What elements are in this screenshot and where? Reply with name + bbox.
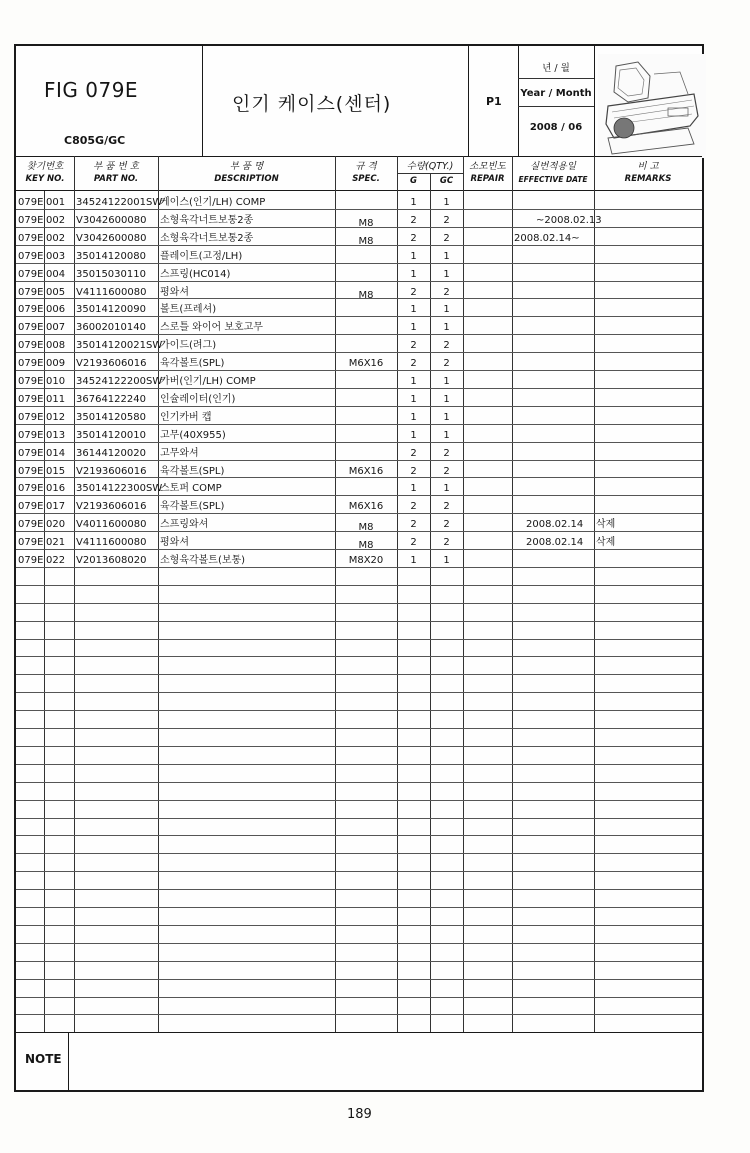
cell-fig: 079E (18, 501, 44, 513)
cell-description: 스토퍼 COMP (160, 483, 222, 495)
cell-key-no: 002 (46, 232, 66, 244)
col-header-repair-en: REPAIR (470, 174, 505, 184)
cell-part-no: 35014120580 (76, 411, 146, 423)
cell-key-no: 006 (46, 304, 66, 316)
cell-description: 스로틀 와이어 보호고무 (160, 322, 263, 334)
row-divider (16, 853, 702, 854)
cell-fig: 079E (18, 322, 44, 334)
row-divider (16, 961, 702, 962)
cell-description: 육각볼트(SPL) (160, 501, 225, 513)
cell-qty-g: 1 (410, 322, 417, 334)
cell-description: 가이드(려그) (160, 340, 217, 352)
row-divider (16, 621, 702, 622)
cell-fig: 079E (18, 465, 44, 477)
cell-qty-g: 1 (410, 393, 417, 405)
row-divider (16, 746, 702, 747)
cell-qty-gc: 1 (443, 411, 450, 423)
cell-spec: M8 (358, 289, 374, 301)
row-divider (16, 692, 702, 693)
cell-qty-gc: 1 (443, 322, 450, 334)
row-divider (16, 710, 702, 711)
cell-part-no: 36144120020 (76, 447, 146, 459)
cell-fig: 079E (18, 519, 44, 531)
cell-part-no: 35014122300SW (76, 483, 163, 495)
cell-key-no: 003 (46, 250, 66, 262)
cell-qty-gc: 1 (443, 304, 450, 316)
parts-list-sheet (14, 44, 704, 1092)
cell-fig: 079E (18, 197, 44, 208)
cell-qty-gc: 2 (443, 358, 450, 370)
cell-part-no: V2193606016 (76, 358, 147, 370)
cell-description: 인슐레이터(인기) (160, 393, 236, 405)
row-divider (16, 639, 702, 640)
cell-key-no: 010 (46, 376, 66, 387)
row-divider (16, 1014, 702, 1015)
row-divider (16, 674, 702, 675)
row-divider (16, 925, 702, 926)
cell-part-no: 36002010140 (76, 322, 146, 334)
cell-qty-gc: 1 (443, 376, 450, 387)
cell-qty-gc: 1 (443, 393, 450, 405)
note-divider (68, 1032, 69, 1090)
col-header-desc-en: DESCRIPTION (214, 174, 279, 184)
cell-key-no: 009 (46, 358, 66, 370)
cell-qty-g: 1 (410, 304, 417, 316)
cell-qty-g: 1 (410, 555, 417, 566)
cell-qty-g: 1 (410, 429, 417, 441)
col-header-part-ko: 부 품 번 호 (93, 161, 139, 172)
row-divider (16, 728, 702, 729)
row-divider (16, 997, 702, 998)
cell-part-no: V2193606016 (76, 501, 147, 513)
date-box-line (518, 106, 594, 107)
cell-qty-g: 2 (410, 340, 417, 352)
cell-description: 스프링(HC014) (160, 268, 231, 280)
cell-qty-g: 2 (410, 537, 417, 549)
cell-key-no: 013 (46, 429, 66, 441)
cell-fig: 079E (18, 358, 44, 370)
cell-qty-g: 1 (410, 376, 417, 387)
col-header-remarks-en: REMARKS (624, 174, 672, 184)
cell-qty-g: 2 (410, 214, 417, 226)
col-header-qty-gc: GC (439, 176, 454, 186)
cell-fig: 079E (18, 214, 44, 226)
column-header-bottom-line (16, 190, 702, 191)
col-header-date-en: EFFECTIVE DATE (518, 175, 588, 184)
cell-part-no: V3042600080 (76, 214, 147, 226)
cell-fig: 079E (18, 376, 44, 387)
cell-qty-gc: 1 (443, 197, 450, 208)
cell-qty-gc: 1 (443, 250, 450, 262)
cell-effective-date: 2008.02.14 (526, 519, 584, 531)
cell-qty-gc: 2 (443, 286, 450, 298)
cell-part-no: 35014120090 (76, 304, 146, 316)
cell-qty-g: 2 (410, 358, 417, 370)
cell-qty-g: 2 (410, 232, 417, 244)
cell-effective-date: 2008.02.14 (526, 537, 584, 549)
column-divider (512, 156, 513, 1032)
cell-fig: 079E (18, 304, 44, 316)
date-box-line (518, 78, 594, 79)
cell-description: 고무(40X955) (160, 429, 226, 441)
cell-remarks: 삭제 (596, 537, 616, 549)
header-divider (202, 46, 203, 156)
cell-part-no: 35014120021SW (76, 340, 163, 352)
cell-qty-gc: 2 (443, 465, 450, 477)
row-divider (16, 979, 702, 980)
cell-qty-g: 1 (410, 411, 417, 423)
cell-description: 소형육각너트보통2종 (160, 232, 254, 244)
cell-key-no: 001 (46, 197, 66, 208)
cell-key-no: 021 (46, 537, 66, 549)
cell-fig: 079E (18, 250, 44, 262)
cell-qty-gc: 1 (443, 429, 450, 441)
col-header-key-ko: 찾기번호 (26, 161, 64, 172)
cell-description: 플레이트(고정/LH) (160, 250, 243, 262)
col-header-qty-g: G (410, 176, 417, 186)
cell-spec: M8 (358, 522, 374, 534)
cell-description: 육각볼트(SPL) (160, 465, 225, 477)
cell-spec: M6X16 (348, 465, 384, 477)
cell-fig: 079E (18, 447, 44, 459)
cell-qty-g: 2 (410, 519, 417, 531)
cell-part-no: V4011600080 (76, 519, 147, 531)
row-divider (16, 656, 702, 657)
column-divider (594, 156, 595, 1032)
page-code: P1 (486, 95, 502, 108)
cell-qty-gc: 2 (443, 447, 450, 459)
cell-key-no: 012 (46, 411, 66, 423)
row-divider (16, 818, 702, 819)
column-divider (463, 156, 464, 1032)
machine-thumbnail (598, 54, 706, 158)
cell-key-no: 016 (46, 483, 66, 495)
cell-qty-g: 1 (410, 483, 417, 495)
page-title: 인기 케이스(센터) (232, 93, 392, 115)
header-divider (468, 46, 469, 156)
cell-qty-gc: 1 (443, 483, 450, 495)
cell-part-no: 36764122240 (76, 393, 146, 405)
cell-spec: M6X16 (348, 358, 384, 370)
cell-spec: M8X20 (348, 555, 384, 566)
cell-part-no: V4111600080 (76, 286, 147, 298)
cell-remarks: 삭제 (596, 519, 616, 531)
page-number: 189 (347, 1107, 372, 1122)
cell-description: 육각볼트(SPL) (160, 358, 225, 370)
cell-part-no: V3042600080 (76, 232, 147, 244)
row-divider (16, 764, 702, 765)
col-header-spec-ko: 규 격 (355, 161, 377, 172)
cell-description: 카버(인기/LH) COMP (160, 376, 256, 387)
cell-part-no: 34524122001SW (76, 197, 163, 208)
date-label-ko: 년 / 월 (542, 63, 570, 74)
header-bottom-line (16, 156, 702, 157)
cell-key-no: 017 (46, 501, 66, 513)
col-header-key-en: KEY NO. (25, 174, 65, 184)
cell-qty-g: 2 (410, 465, 417, 477)
cell-effective-date: 2008.02.14~ (514, 232, 580, 244)
cell-qty-gc: 2 (443, 537, 450, 549)
cell-qty-g: 1 (410, 250, 417, 262)
col-header-part-en: PART NO. (93, 174, 139, 184)
row-divider (16, 889, 702, 890)
cell-description: 볼트(프레셔) (160, 304, 217, 316)
col-header-desc-ko: 부 품 명 (229, 161, 264, 172)
cell-key-no: 004 (46, 268, 66, 280)
cell-fig: 079E (18, 555, 44, 566)
cell-qty-gc: 2 (443, 519, 450, 531)
cell-key-no: 002 (46, 214, 66, 226)
cell-fig: 079E (18, 429, 44, 441)
cell-key-no: 014 (46, 447, 66, 459)
row-divider (16, 585, 702, 586)
date-value: 2008 / 06 (529, 122, 583, 133)
header-divider (594, 46, 595, 156)
fig-code: FIG 079E (44, 78, 139, 102)
cell-part-no: 34524122200SW (76, 376, 163, 387)
cell-qty-gc: 2 (443, 232, 450, 244)
cell-fig: 079E (18, 411, 44, 423)
cell-qty-g: 2 (410, 286, 417, 298)
cell-spec: M8 (358, 235, 374, 247)
cell-fig: 079E (18, 286, 44, 298)
cell-qty-gc: 2 (443, 214, 450, 226)
cell-qty-gc: 1 (443, 555, 450, 566)
cell-fig: 079E (18, 232, 44, 244)
row-divider (16, 782, 702, 783)
cell-fig: 079E (18, 393, 44, 405)
col-header-repair-ko: 소모빈도 (469, 161, 506, 172)
column-divider (74, 156, 75, 1032)
cell-description: 스프링와셔 (160, 519, 209, 531)
row-divider (16, 800, 702, 801)
col-header-remarks-ko: 비 고 (637, 161, 659, 172)
col-header-spec-en: SPEC. (352, 174, 380, 184)
cell-description: 소형육각볼트(보통) (160, 555, 246, 566)
cell-qty-g: 1 (410, 268, 417, 280)
row-divider (16, 907, 702, 908)
cell-key-no: 007 (46, 322, 66, 334)
cell-key-no: 008 (46, 340, 66, 352)
cell-part-no: 35014120010 (76, 429, 146, 441)
col-header-qty-ko: 수량(QTY.) (406, 161, 454, 172)
cell-spec: M8 (358, 217, 374, 229)
cell-key-no: 011 (46, 393, 66, 405)
cell-description: 평와셔 (160, 286, 189, 298)
column-divider (158, 156, 159, 1032)
row-divider (16, 943, 702, 944)
cell-qty-gc: 2 (443, 501, 450, 513)
cell-fig: 079E (18, 483, 44, 495)
cell-spec: M8 (358, 540, 374, 552)
cell-spec: M6X16 (348, 501, 384, 513)
cell-qty-gc: 2 (443, 340, 450, 352)
cell-part-no: 35015030110 (76, 268, 146, 280)
cell-qty-gc: 1 (443, 268, 450, 280)
row-divider (16, 835, 702, 836)
cell-key-no: 022 (46, 555, 66, 566)
note-label: NOTE (25, 1052, 62, 1066)
cell-description: 고무와셔 (160, 447, 199, 459)
cell-description: 인기카버 캡 (160, 411, 212, 423)
cell-fig: 079E (18, 340, 44, 352)
cell-part-no: 35014120080 (76, 250, 146, 262)
cell-fig: 079E (18, 268, 44, 280)
date-label-en: Year / Month (520, 88, 592, 99)
cell-qty-g: 2 (410, 447, 417, 459)
cell-key-no: 015 (46, 465, 66, 477)
cell-part-no: V2193606016 (76, 465, 147, 477)
cell-part-no: V4111600080 (76, 537, 147, 549)
cell-qty-g: 1 (410, 197, 417, 208)
cell-effective-date: ~2008.02.13 (536, 214, 602, 226)
cell-description: 소형육각너트보통2종 (160, 214, 254, 226)
row-divider (16, 603, 702, 604)
cell-fig: 079E (18, 537, 44, 549)
note-top-line (16, 1032, 702, 1033)
model-code: C805G/GC (64, 134, 126, 147)
cell-qty-g: 2 (410, 501, 417, 513)
cell-key-no: 005 (46, 286, 66, 298)
cell-key-no: 020 (46, 519, 66, 531)
col-header-date-ko: 실번적용일 (530, 161, 576, 172)
cell-description: 평와셔 (160, 537, 189, 549)
cell-description: 케이스(인기/LH) COMP (160, 197, 266, 208)
cell-part-no: V2013608020 (76, 555, 147, 566)
row-divider (16, 871, 702, 872)
